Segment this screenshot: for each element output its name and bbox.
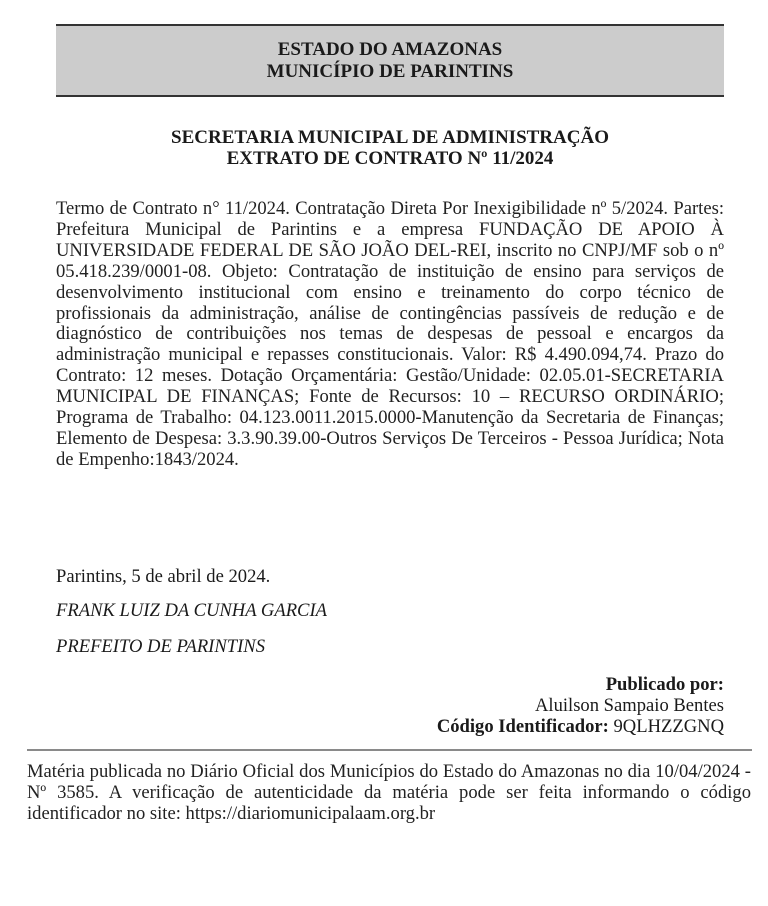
place-date: Parintins, 5 de abril de 2024. [56, 566, 271, 587]
footer-note: Matéria publicada no Diário Oficial dos Municípios do Estado do Amazonas no dia 10/04/2024 - Nº 3585. A verificação de autenticidade da matéria pode ser feita informando o código identificador no site: https://diariomunicipalaam.org.br [27, 761, 751, 824]
publication-info [224, 674, 724, 737]
code-value: 9QLHZZGNQ [613, 716, 724, 737]
published-by-label: Publicado por: [605, 674, 724, 695]
title-department: SECRETARIA MUNICIPAL DE ADMINISTRAÇÃO [171, 127, 609, 148]
code-label: Código Identificador: [436, 716, 609, 737]
header-municipality: MUNICÍPIO DE PARINTINS [266, 60, 514, 82]
contract-body: Termo de Contrato n° 11/2024. Contratação Direta Por Inexigibilidade nº 5/2024. Partes: Prefeitura Municipal de Parintins e a empresa FUNDAÇÃO DE APOIO À UNIVERSIDADE FEDERAL DE SÃO JOÃO DEL-REI, inscrito no CNPJ/MF sob o nº 05.418.239/0001-08. Objeto: Contratação de instituição de ensino para serviços de desenvolvimento institucional com ensino e treinamento do corpo técnico de profissionais da administração, análise de contingências passíveis de redução e de diagnóstico de contribuições nos temas de despesas de pessoal e encargos da administração municipal e repasses constitucionais. Valor: R$ 4.490.094,74. Prazo do Contrato: 12 meses. Dotação Orçamentária: Gestão/Unidade: 02.05.01-SECRETARIA MUNICIPAL DE FINANÇAS; Fonte de Recursos: 10 – RECURSO ORDINÁRIO; Programa de Trabalho: 04.123.0011.2015.0000-Manutenção da Secretaria de Finanças; Elemento de Despesa: 3.3.90.39.00-Outros Serviços De Terceiros - Pessoa Jurídica; Nota de Empenho:1843/2024. [56, 198, 724, 470]
title-contract: EXTRATO DE CONTRATO Nº 11/2024 [226, 148, 554, 169]
signer-name: FRANK LUIZ DA CUNHA GARCIA [56, 600, 327, 621]
header-state: ESTADO DO AMAZONAS [277, 38, 503, 60]
published-by-name: Aluilson Sampaio Bentes [534, 695, 724, 716]
header-banner [56, 24, 724, 97]
document-title [56, 127, 724, 169]
signer-role: PREFEITO DE PARINTINS [56, 636, 265, 657]
footer-divider [27, 749, 752, 751]
